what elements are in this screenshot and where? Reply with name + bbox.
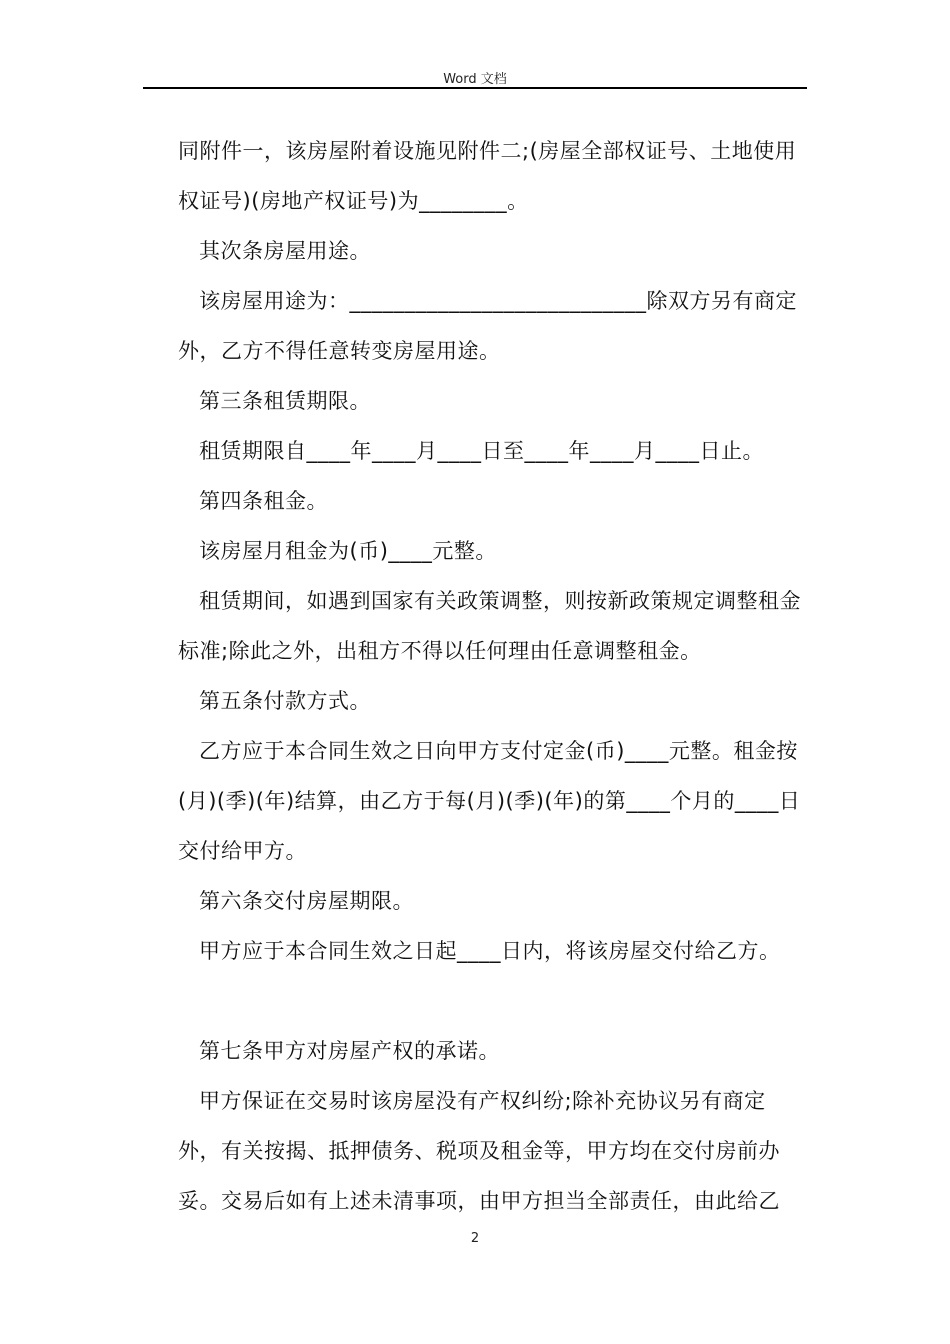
- document-body: [178, 126, 808, 1226]
- paragraph-house-usage: 该房屋用途为：___________________________除双方另有商定外，乙方不得任意转变房屋用途。: [178, 289, 797, 363]
- heading-article-3: 第三条租赁期限。: [199, 389, 371, 413]
- heading-article-4: 第四条租金。: [199, 489, 328, 513]
- paragraph-lease-term: 租赁期限自____年____月____日至____年____月____日止。: [199, 439, 764, 463]
- heading-article-2: 其次条房屋用途。: [199, 239, 371, 263]
- heading-article-5: 第五条付款方式。: [199, 689, 371, 713]
- paragraph-delivery-term: 甲方应于本合同生效之日起____日内，将该房屋交付给乙方。: [199, 939, 781, 963]
- paragraph-rent-adjustment: 租赁期间，如遇到国家有关政策调整，则按新政策规定调整租金标准;除此之外，出租方不得以任何理由任意调整租金。: [178, 589, 801, 663]
- paragraph-property-warranty: 甲方保证在交易时该房屋没有产权纠纷;除补充协议另有商定外，有关按揭、抵押债务、税项及租金等，甲方均在交付房前办妥。交易后如有上述未清事项，由甲方担当全部责任，由此给乙: [178, 1089, 780, 1213]
- heading-article-6: 第六条交付房屋期限。: [199, 889, 414, 913]
- heading-article-7: 第七条甲方对房屋产权的承诺。: [199, 1039, 500, 1063]
- page-header-title: Word 文档: [443, 72, 507, 87]
- paragraph-attachments: 同附件一，该房屋附着设施见附件二;(房屋全部权证号、土地使用权证号)(房地产权证号)为________。: [178, 139, 797, 213]
- header-divider: [143, 87, 807, 89]
- paragraph-payment-method: 乙方应于本合同生效之日向甲方支付定金(币)____元整。租金按(月)(季)(年)结算，由乙方于每(月)(季)(年)的第____个月的____日交付给甲方。: [178, 739, 801, 863]
- page-number: 2: [470, 1231, 480, 1246]
- paragraph-monthly-rent: 该房屋月租金为(币)____元整。: [199, 539, 497, 563]
